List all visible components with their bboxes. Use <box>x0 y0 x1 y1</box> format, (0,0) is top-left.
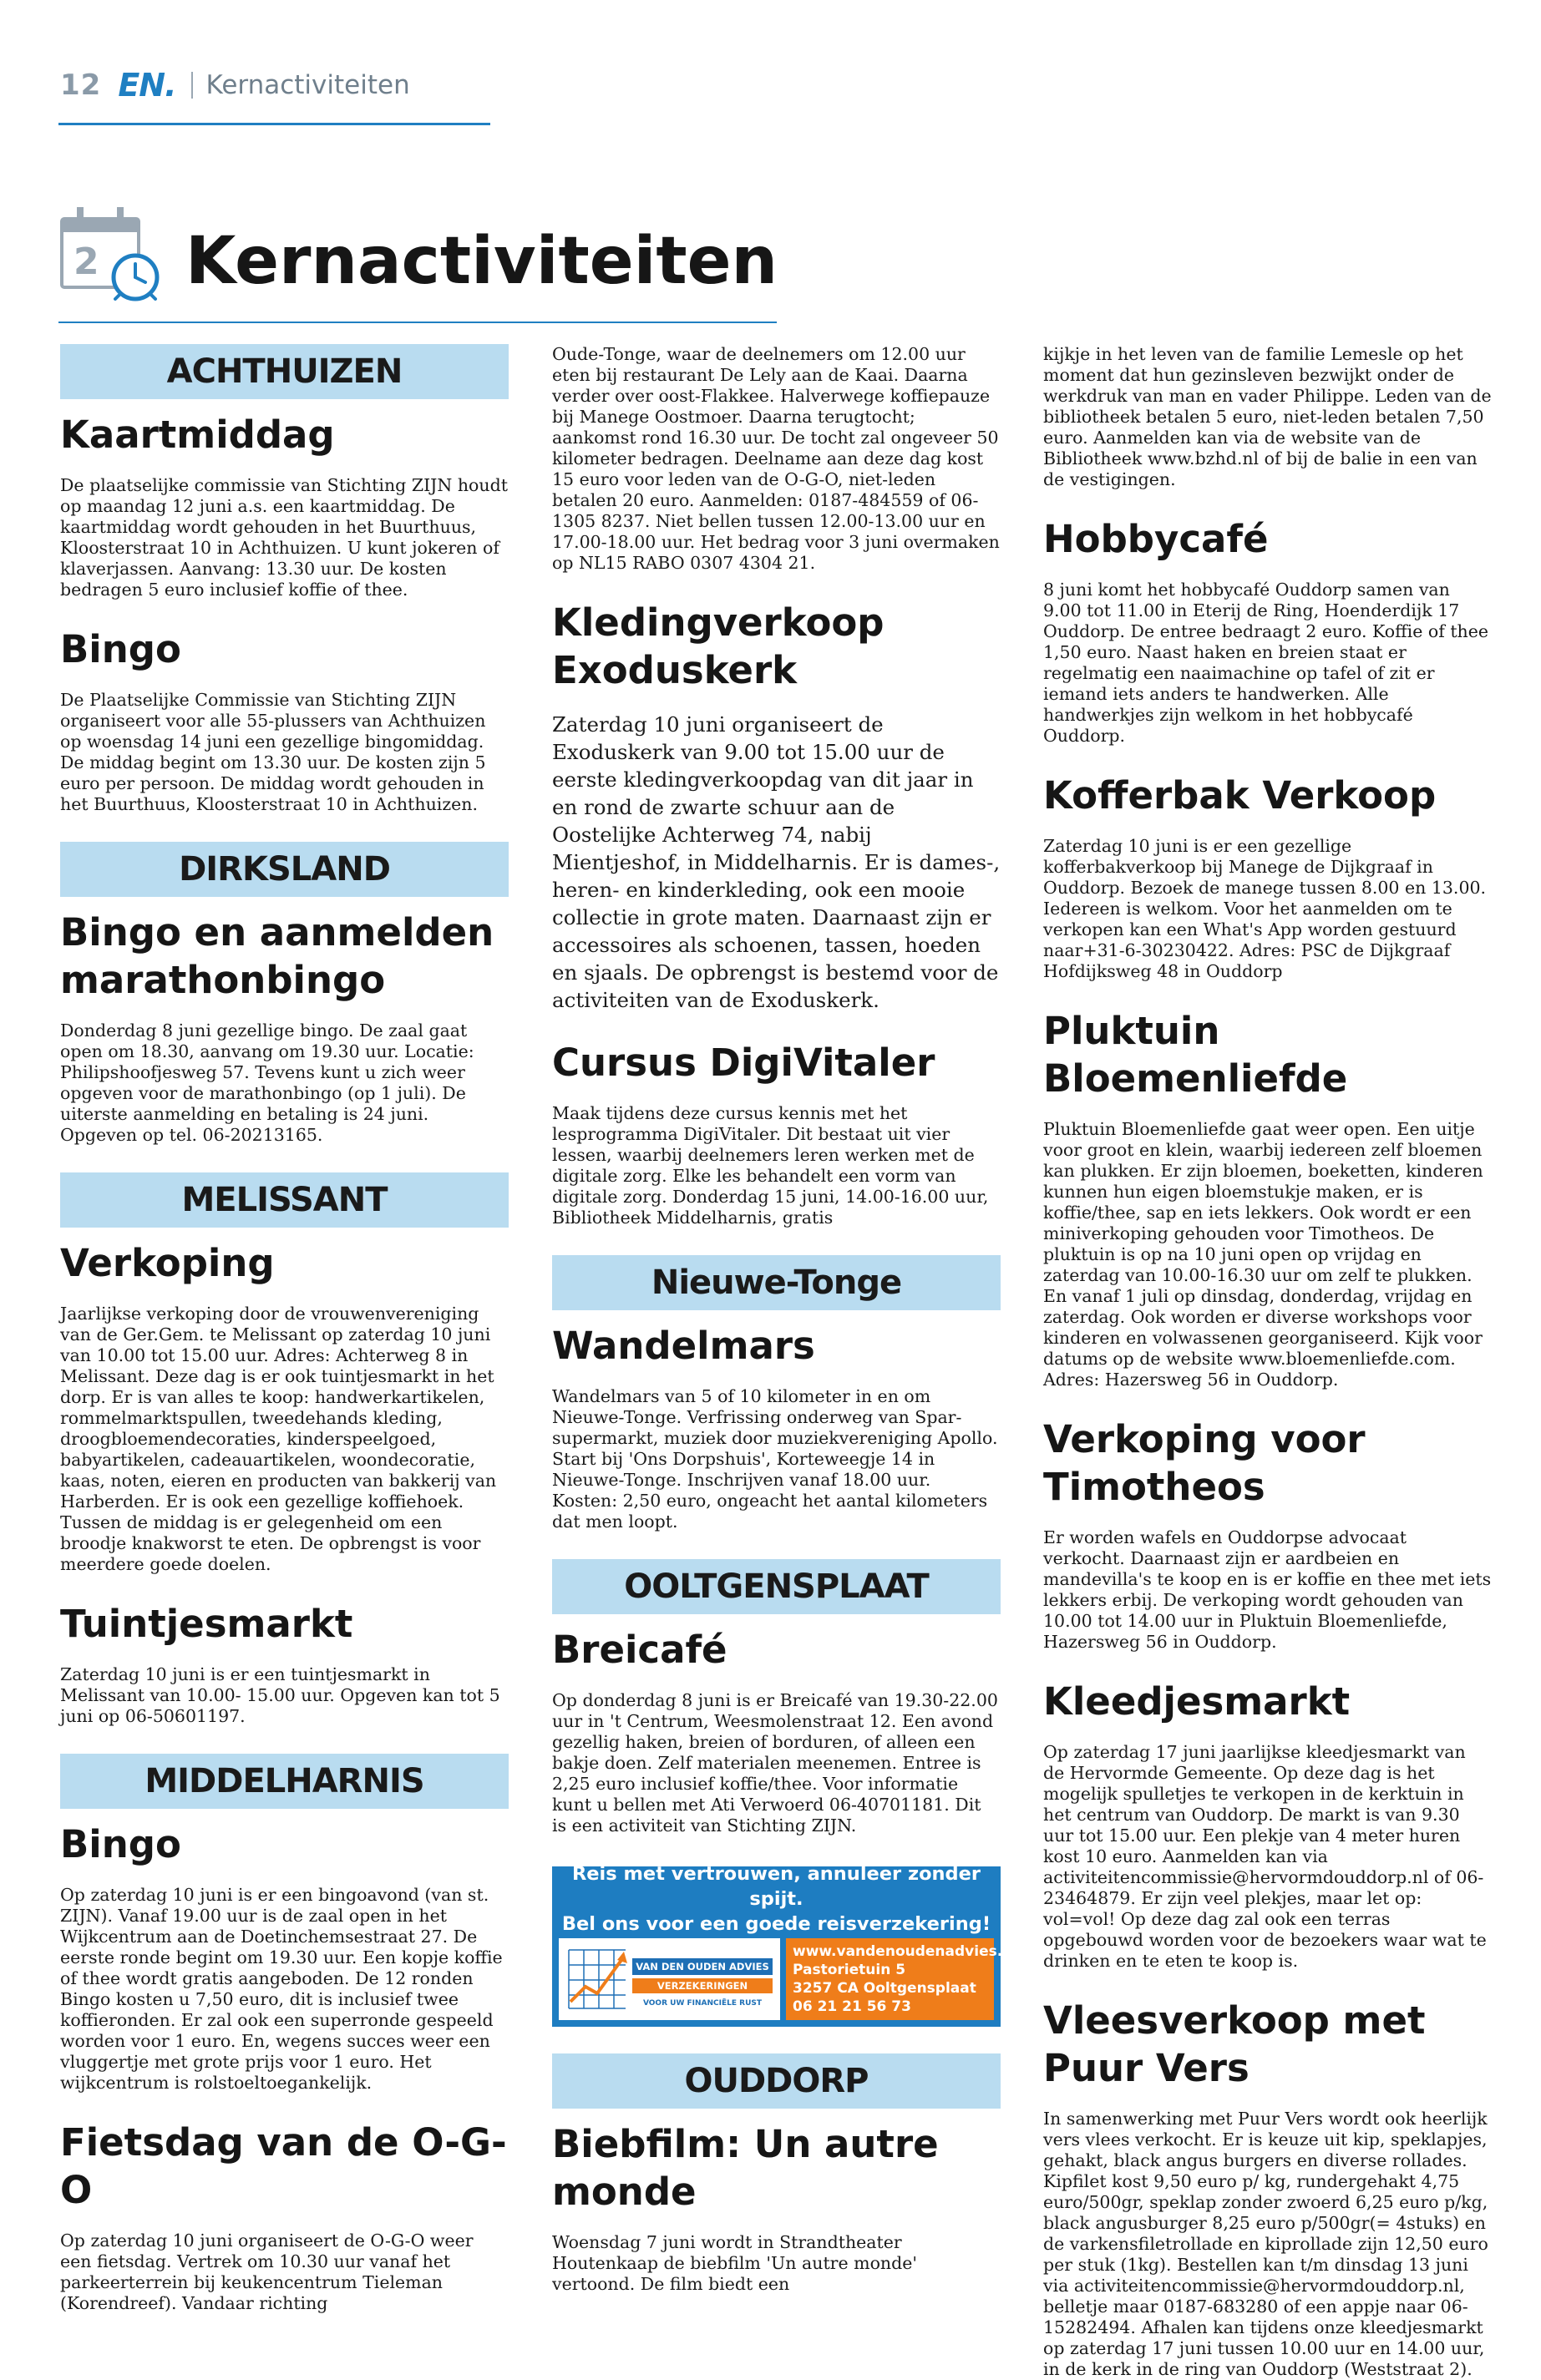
title-rule <box>58 322 777 323</box>
article-title-tuintjesmarkt: Tuintjesmarkt <box>60 1602 353 1646</box>
ad-brand-tagline: VOOR UW FINANCIËLE RUST <box>642 1999 763 2008</box>
region-band-ooltgensplaat: OOLTGENSPLAAT <box>552 1559 1001 1614</box>
article-text-kleedjesmarkt: Op zaterdag 17 juni jaarlijkse kleedjesmarkt van de Hervormde Gemeente. Op deze dag is het mogelijk spulletjes te verkopen in de kerktuin in het centrum van Ouddorp. De markt is van 9.30 uur tot 15.00 uur. Een plekje van 4 meter huren kost 10 euro. Aanmelden kan via activiteitencommissie@hervormdouddorp.nl of 06-23464879. Er zijn veel plekjes, maar let op: vol=vol! Op deze dag zal ook een terras opgebouwd worden voor de bezoekers waar wat te drinken en te eten te koop is. <box>1043 1742 1487 1971</box>
page-title: Kernactiviteiten <box>185 224 778 299</box>
article-text-vleesverkoop: In samenwerking met Puur Vers wordt ook heerlijk vers vlees verkocht. Er is keuze uit kip, speklapjes, gehakt, black angus burgers en diverse rollades. Kipfilet kost 9,50 euro p/ kg, rundergehakt 4,75 euro/500gr, speklap zonder zwoerd 6,25 euro p/kg, black angusburger 8,25 euro p/500gr(= 4stuks) en de varkensfiletrollade en kiprollade zijn 12,50 euro per stuk (1kg). Bestellen kan t/m dinsdag 13 juni via activiteitencommissie@hervormdouddorp.nl, belletje maar 0187-683280 of een appje naar 06-15282494. Afhalen kan tijdens onze kleedjesmarkt op zaterdag 17 juni tussen 10.00 uur en 14.00 uur, in de kerk in de ring van Ouddorp (Weststraat 2). <box>1043 2109 1488 2379</box>
header-section-label: Kernactiviteiten <box>205 70 410 100</box>
article-title-timotheos: Verkoping voor Timotheos <box>1043 1417 1366 1509</box>
calendar-clock-icon <box>58 202 165 306</box>
column-3 <box>1043 344 1492 2380</box>
page-number: 12 <box>60 68 102 102</box>
article-title-vleesverkoop: Vleesverkoop met Puur Vers <box>1043 1998 1426 2090</box>
article-title-kaartmiddag: Kaartmiddag <box>60 413 335 457</box>
ad-city: 3257 CA Ooltgensplaat <box>793 1980 976 1997</box>
ad-phone: 06 21 21 56 73 <box>793 1998 911 2015</box>
ad-logo-panel <box>559 1938 780 2020</box>
article-text-kofferbak: Zaterdag 10 juni is er een gezellige kofferbakverkoop bij Manege de Dijkgraaf in Ouddorp. Bezoek de manege tussen 8.00 en 13.00. Iedereen is welkom. Voor het aanmelden om te verkopen kan een What's App worden gestuurd naar+31-6-30230422. Adres: PSC de Dijkgraaf Hofdijksweg 48 in Ouddorp <box>1043 836 1487 981</box>
insurance-advertisement[interactable] <box>552 1863 1018 2027</box>
ad-street: Pastorietuin 5 <box>793 1962 906 1978</box>
region-band-middelharnis: MIDDELHARNIS <box>60 1754 509 1809</box>
article-text-marathonbingo: Donderdag 8 juni gezellige bingo. De zaal gaat open om 18.30, aanvang om 19.30 uur. Locatie: Philipshoofjesweg 57. Tevens kunt u zich weer opgeven voor de marathonbingo (op 1 juli). De uiterste aanmelding en betaling is 24 juni. Opgeven op tel. 06-20213165. <box>60 1020 474 1145</box>
article-title-bingo-middelharnis: Bingo <box>60 1822 181 1866</box>
ad-website-link[interactable]: www.vandenoudenadvies.nl <box>793 1943 1018 1960</box>
article-title-kleedjesmarkt: Kleedjesmarkt <box>1043 1679 1351 1724</box>
ad-headline <box>552 1863 1001 1935</box>
calendar-digit: 2 <box>74 241 99 283</box>
column-1 <box>60 344 509 2314</box>
article-title-marathonbingo: Bingo en aanmelden marathonbingo <box>60 910 494 1002</box>
title-block <box>58 199 777 324</box>
article-text-kaartmiddag: De plaatselijke commissie van Stichting ZIJN houdt op maandag 12 juni a.s. een kaartmiddag. De kaartmiddag wordt gehouden in het Buurthuus, Kloosterstraat 10 in Achthuizen. U kunt jokeren of klaverjassen. Aanvang: 13.30 uur. De kosten bedragen 5 euro inclusief koffie of thee. <box>60 475 508 600</box>
article-text-wandelmars: Wandelmars van 5 of 10 kilometer in en om Nieuwe-Tonge. Verfrissing onderweg van Spar-supermarkt, muziek door muziekvereniging Apollo. Start bij 'Ons Dorpshuis', Korteweegje 14 in Nieuwe-Tonge. Inschrijven vanaf 18.00 uur. Kosten: 2,50 euro, ongeacht het aantal kilometers dat men loopt. <box>552 1386 998 1532</box>
article-title-verkoping: Verkoping <box>60 1241 275 1285</box>
article-text-bingo-middelharnis: Op zaterdag 10 juni is er een bingoavond (van st. ZIJN). Vanaf 19.00 uur is de zaal open in het Wijkcentrum aan de Doetinchemsestraat 27. De eerste ronde begint om 19.30 uur. Een kopje koffie of thee wordt gratis aangeboden. De 12 ronden Bingo kosten u 7,50 euro, dit is inclusief twee koffieronden. Er zal ook een superronde gespeeld worden voor 1 euro. En, wegens succes weer een vluggertje met grote prijs voor 1 euro. Het wijkcentrum is rolstoeltoegankelijk. <box>60 1885 503 2093</box>
article-text-digivitaler: Maak tijdens deze cursus kennis met het lesprogramma DigiVitaler. Dit bestaat uit vier lessen, waarbij deelnemers leren werken met de digitale zorg. Elke les behandelt een vorm van digitale zorg. Donderdag 15 juni, 14.00-16.00 uur, Bibliotheek Middelharnis, gratis <box>552 1103 989 1228</box>
ad-brand-sub: VERZEKERINGEN <box>632 1978 773 1993</box>
article-title-fietsdag: Fietsdag van de O-G-O <box>60 2120 507 2212</box>
article-title-bingo-achthuizen: Bingo <box>60 627 181 671</box>
article-text-biebfilm: Woensdag 7 juni wordt in Strandtheater Houtenkaap de biebfilm 'Un autre monde' vertoond. De film biedt een <box>552 2232 918 2294</box>
ad-contact-panel <box>786 1938 1018 2020</box>
ad-headline-line-1: Reis met vertrouwen, annuleer zonder spijt. <box>571 1863 981 1910</box>
article-text-fietsdag-continued: Oude-Tonge, waar de deelnemers om 12.00 uur eten bij restaurant De Lely aan de Kaai. Daarna verder over oost-Flakkee. Halverwege koffiepauze bij Manege Oostmoer. Daarna terugtocht; aankomst rond 16.30 uur. De tocht zal ongeveer 50 kilometer bedragen. Deelname aan deze dag kost 15 euro voor leden van de O-G-O, niet-leden betalen 20 euro. Aanmelden: 0187-484559 of 06-1305 8237. Niet bellen tussen 12.00-13.00 uur en 17.00-18.00 uur. Het bedrag voor 3 juni overmaken op NL15 RABO 0307 4304 21. <box>552 344 1000 573</box>
article-title-hobbycafe: Hobbycafé <box>1043 517 1269 561</box>
ad-brand-name: VAN DEN OUDEN ADVIES <box>632 1958 773 1975</box>
article-text-kledingverkoop: Zaterdag 10 juni organiseert de Exoduskerk van 9.00 tot 15.00 uur de eerste kledingverkoopdag van dit jaar in en rond de zwarte schuur aan de Oostelijke Achterweg 74, nabij Mientjeshof, in Middelharnis. Er is dames-, heren- en kinderkleding, ook een mooie collectie in grote maten. Daarnaast zijn er accessoires als schoenen, tassen, hoeden en sjaals. De opbrengst is bestemd voor de activiteiten van de Exoduskerk. <box>552 712 1001 1012</box>
article-text-biebfilm-continued: kijkje in het leven van de familie Lemesle op het moment dat hun gezinsleven bezwijkt onder de werkdruk van man en vader Philippe. Leden van de bibliotheek betalen 5 euro, niet-leden betalen 7,50 euro. Aanmelden kan via de website van de Bibliotheek www.bzhd.nl of bij de balie in een van de vestigingen. <box>1043 344 1492 489</box>
article-title-breicafe: Breicafé <box>552 1628 727 1672</box>
region-band-ouddorp: OUDDORP <box>552 2053 1001 2109</box>
article-text-pluktuin: Pluktuin Bloemenliefde gaat weer open. Een uitje voor groot en klein, waarbij iedereen zelf bloemen kan plukken. Er zijn bloemen, boeketten, kinderen kunnen hun eigen bloemstukje maken, er is koffie/thee, sap en iets lekkers. Ook wordt er een miniverkoping gehouden voor Timotheos. De pluktuin is op na 10 juni open op vrijdag en zaterdag van 10.00-16.30 uur om zelf te plukken. En vanaf 1 juli op dinsdag, donderdag, vrijdag en zaterdag. Ook worden er diverse workshops voor kinderen en volwassenen georganiseerd. Kijk voor datums op de website www.bloemenliefde.com. Adres: Hazersweg 56 in Ouddorp. <box>1043 1119 1483 1390</box>
article-title-kledingverkoop: Kledingverkoop Exoduskerk <box>552 600 885 692</box>
article-title-pluktuin: Pluktuin Bloemenliefde <box>1043 1009 1348 1101</box>
ad-chart-icon <box>565 1945 629 2013</box>
article-text-tuintjesmarkt: Zaterdag 10 juni is er een tuintjesmarkt in Melissant van 10.00- 15.00 uur. Opgeven kan tot 5 juni op 06-50601197. <box>60 1664 500 1726</box>
header-separator <box>191 72 193 99</box>
article-title-kofferbak: Kofferbak Verkoop <box>1043 773 1437 818</box>
page-header <box>60 67 410 104</box>
en-logo: EN. <box>118 67 176 104</box>
ad-headline-line-2: Bel ons voor een goede reisverzekering! <box>561 1913 991 1935</box>
region-band-melissant: MELISSANT <box>60 1172 509 1228</box>
header-rule <box>58 123 490 125</box>
article-title-wandelmars: Wandelmars <box>552 1324 815 1368</box>
article-text-verkoping: Jaarlijkse verkoping door de vrouwenvereniging van de Ger.Gem. te Melissant op zaterdag 10 juni van 10.00 tot 15.00 uur. Adres: Achterweg 8 in Melissant. Deze dag is er ook tuintjesmarkt in het dorp. Er is van alles te koop: handwerkartikelen, rommelmarktspullen, tweedehands kleding, droogbloemendecoraties, kinderspeelgoed, babyartikelen, cadeauartikelen, woondecoratie, kaas, noten, eieren en producten van bakkerij van Harberden. Er is ook een gezellige koffiehoek. Tussen de middag is er gelegenheid om een broodje knakworst te eten. De opbrengst is voor meerdere goede doelen. <box>60 1304 497 1574</box>
region-band-dirksland: DIRKSLAND <box>60 842 509 897</box>
article-title-digivitaler: Cursus DigiVitaler <box>552 1041 935 1085</box>
article-text-breicafe: Op donderdag 8 juni is er Breicafé van 19.30-22.00 uur in 't Centrum, Weesmolenstraat 12. Een avond gezellig haken, breien of borduren, of alleen een bakje doen. Zelf materialen meenemen. Entree is 2,25 euro inclusief koffie/thee. Voor informatie kunt u bellen met Ati Verwoerd 06-40701181. Dit is een activiteit van Stichting ZIJN. <box>552 1690 998 1836</box>
region-band-nieuwe-tonge: Nieuwe-Tonge <box>552 1255 1001 1310</box>
article-title-biebfilm: Biebfilm: Un autre monde <box>552 2122 939 2214</box>
article-text-hobbycafe: 8 juni komt het hobbycafé Ouddorp samen van 9.00 tot 11.00 in Eterij de Ring, Hoenderdijk 17 Ouddorp. De entree bedraagt 2 euro. Koffie of thee 1,50 euro. Naast haken en breien staat er regelmatig een naaimachine op tafel of zit er iemand iets anders te handwerken. Alle handwerkjes zijn welkom in het hobbycafé Ouddorp. <box>1043 580 1489 746</box>
article-text-fietsdag: Op zaterdag 10 juni organiseert de O-G-O weer een fietsdag. Vertrek om 10.30 uur vanaf het parkeerterrein bij keukencentrum Tieleman (Korendreef). Vandaar richting <box>60 2231 474 2313</box>
region-band-achthuizen: ACHTHUIZEN <box>60 344 509 399</box>
column-2 <box>552 344 1018 2295</box>
article-text-timotheos: Er worden wafels en Ouddorpse advocaat verkocht. Daarnaast zijn er aardbeien en mandevilla's te koop en is er koffie en thee met iets lekkers erbij. De verkoping wordt gehouden van 10.00 tot 14.00 uur in Pluktuin Bloemenliefde, Hazersweg 56 in Ouddorp. <box>1043 1527 1492 1652</box>
article-text-bingo-achthuizen: De Plaatselijke Commissie van Stichting ZIJN organiseert voor alle 55-plussers van Achthuizen op woensdag 14 juni een gezellige bingomiddag. De middag begint om 13.30 uur. De kosten zijn 5 euro per persoon. De middag wordt gehouden in het Buurthuus, Kloosterstraat 10 in Achthuizen. <box>60 690 486 814</box>
